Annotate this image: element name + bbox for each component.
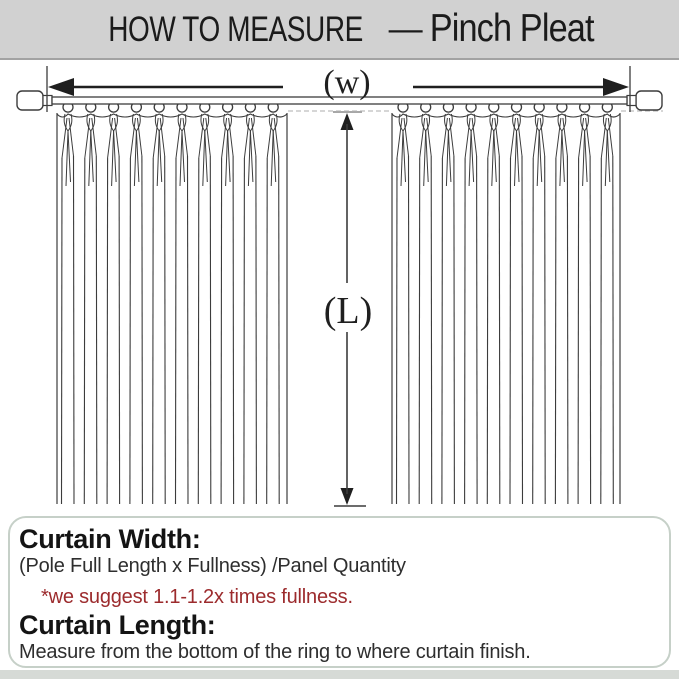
- curtain-length-instruction: Measure from the bottom of the ring to where curtain finish.: [19, 641, 531, 663]
- curtain-length-heading: Curtain Length:: [19, 610, 216, 640]
- footer-strip: [0, 670, 679, 679]
- curtain-width-heading: Curtain Width:: [19, 524, 201, 554]
- width-measure-label: (w): [323, 64, 371, 101]
- length-measure-label: (L): [323, 290, 373, 332]
- fullness-suggestion-note: *we suggest 1.1-1.2x times fullness.: [41, 586, 353, 608]
- header-title-style-name: Pinch Pleat: [429, 7, 594, 50]
- header-title-caps: HOW TO MEASURE: [108, 10, 364, 49]
- header-title-dash: —: [388, 10, 423, 48]
- curtain-width-formula: (Pole Full Length x Fullness) /Panel Quantity: [19, 555, 406, 577]
- measuring-instructions-box: [8, 516, 671, 668]
